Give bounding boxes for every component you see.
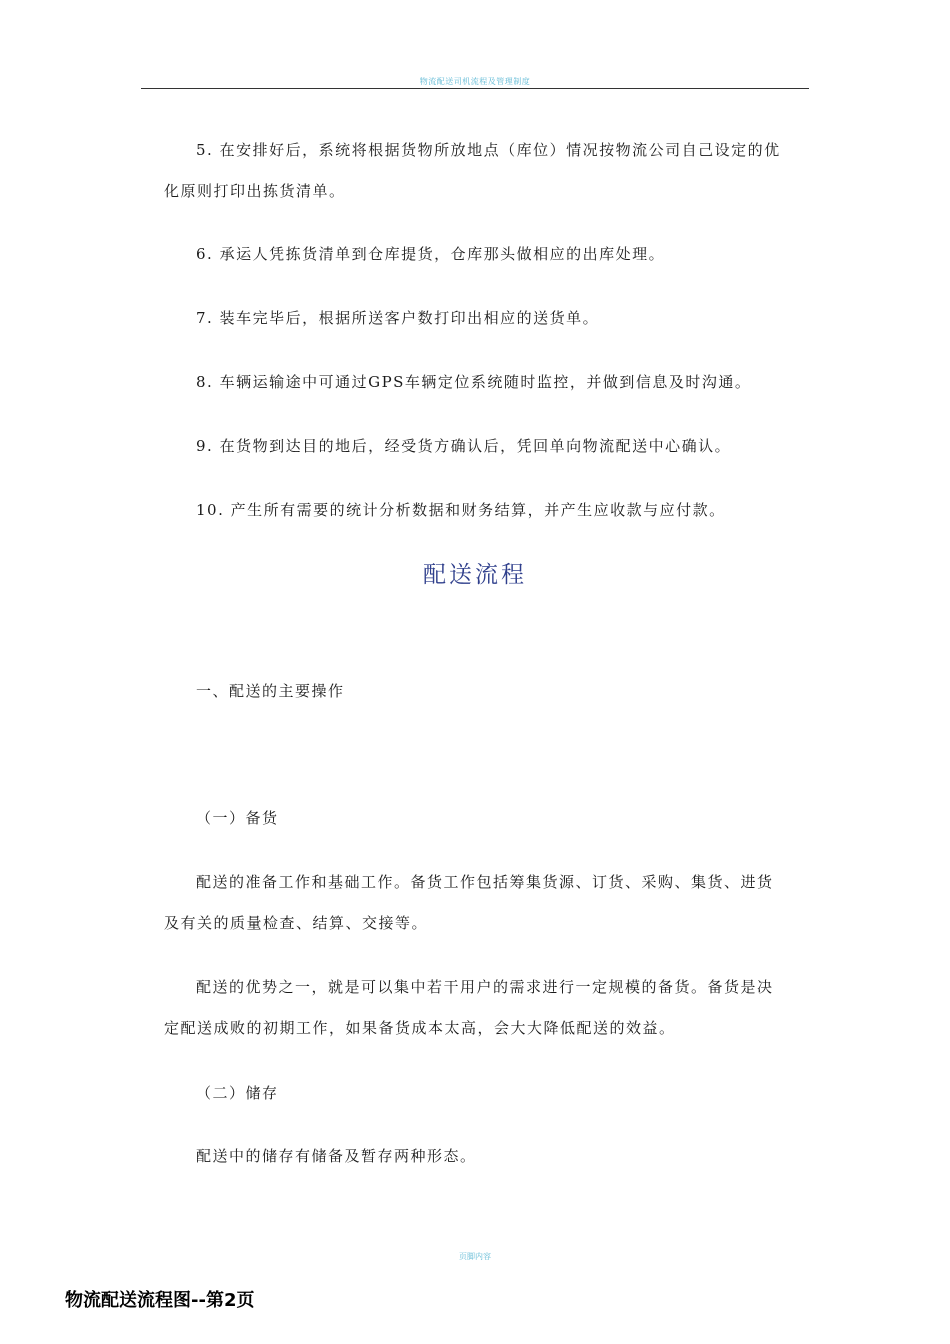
sub1-para1-line1: 配送的准备工作和基础工作。备货工作包括筹集货源、订货、采购、集货、进货 xyxy=(196,873,774,891)
page-header: 物流配送司机流程及管理制度 xyxy=(419,77,531,86)
sub2-para1: 配送中的储存有储备及暂存两种形态。 xyxy=(196,1147,477,1165)
step-6: 6. 承运人凭拣货清单到仓库提货，仓库那头做相应的出库处理。 xyxy=(196,245,666,263)
section-title: 配送流程 xyxy=(423,562,527,588)
step-5-line2: 化原则打印出拣货清单。 xyxy=(164,182,346,200)
sub1-heading: （一）备货 xyxy=(196,809,279,827)
page-footer: 页脚内容 xyxy=(459,1252,491,1261)
page-label: 物流配送流程图--第2页 xyxy=(65,1290,255,1311)
step-10: 10. 产生所有需要的统计分析数据和财务结算，并产生应收款与应付款。 xyxy=(196,501,726,519)
step-8: 8. 车辆运输途中可通过GPS车辆定位系统随时监控，并做到信息及时沟通。 xyxy=(196,373,752,391)
step-5-line1: 5. 在安排好后，系统将根据货物所放地点（库位）情况按物流公司自己设定的优 xyxy=(196,141,781,159)
sub1-para2-line1: 配送的优势之一，就是可以集中若干用户的需求进行一定规模的备货。备货是决 xyxy=(196,978,774,996)
sub2-heading: （二）储存 xyxy=(196,1084,279,1102)
step-9: 9. 在货物到达目的地后，经受货方确认后，凭回单向物流配送中心确认。 xyxy=(196,437,732,455)
step-7: 7. 装车完毕后，根据所送客户数打印出相应的送货单。 xyxy=(196,309,600,327)
sub1-para1-line2: 及有关的质量检查、结算、交接等。 xyxy=(164,914,429,932)
section1-heading: 一、配送的主要操作 xyxy=(196,682,345,700)
sub1-para2-line2: 定配送成败的初期工作，如果备货成本太高，会大大降低配送的效益。 xyxy=(164,1019,676,1037)
header-divider xyxy=(141,88,809,89)
